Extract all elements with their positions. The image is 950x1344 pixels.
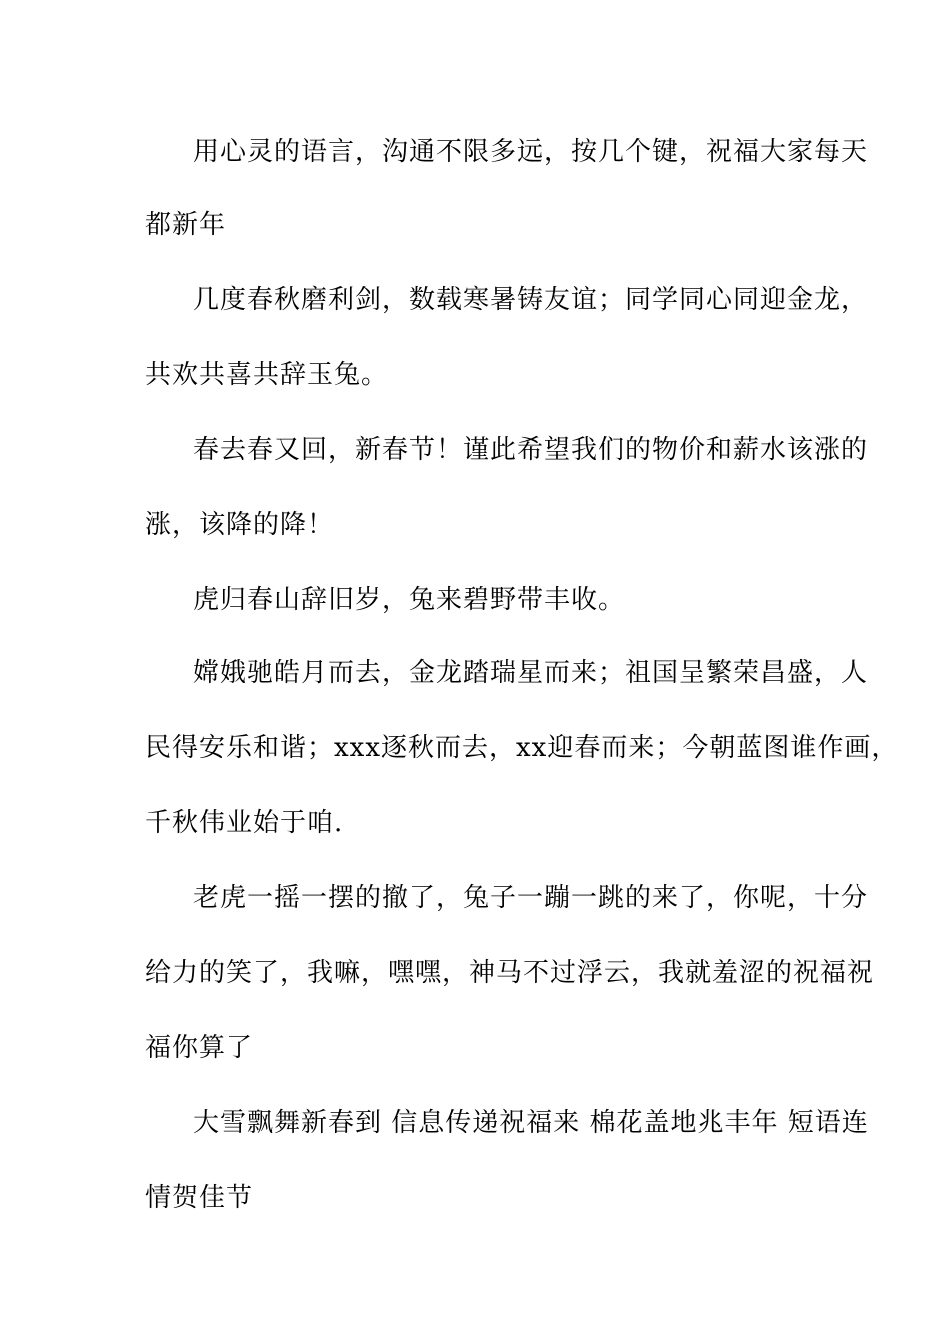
paragraph-7-line-1: 大雪飘舞新春到 信息传递祝福来 棉花盖地兆丰年 短语连 [193,1108,869,1138]
paragraph-3-line-1: 春去春又回，新春节！谨此希望我们的物价和薪水该涨的 [193,435,869,465]
paragraph-6-line-2: 给力的笑了，我嘛，嘿嘿，神马不过浮云，我就羞涩的祝福祝 [145,958,875,988]
paragraph-6-line-3: 福你算了 [145,1033,254,1063]
paragraph-6-line-1: 老虎一摇一摆的撤了，兔子一蹦一跳的来了，你呢，十分 [193,883,869,913]
paragraph-1-line-2: 都新年 [145,210,227,240]
paragraph-3-line-2: 涨，该降的降！ [145,510,335,540]
paragraph-1-line-1: 用心灵的语言，沟通不限多远，按几个键，祝福大家每天 [193,137,869,167]
paragraph-5-line-3: 千秋伟业始于咱. [145,808,344,838]
paragraph-7-line-2: 情贺佳节 [145,1183,254,1213]
paragraph-5-line-2: 民得安乐和谐；xxx逐秋而去，xx迎春而来；今朝蓝图谁作画， [145,733,899,763]
paragraph-2-line-1: 几度春秋磨利剑，数载寒暑铸友谊；同学同心同迎金龙， [193,285,869,315]
paragraph-4-line-1: 虎归春山辞旧岁，兔来碧野带丰收。 [193,585,626,615]
paragraph-2-line-2: 共欢共喜共辞玉兔。 [145,360,389,390]
paragraph-5-line-1: 嫦娥驰皓月而去，金龙踏瑞星而来；祖国呈繁荣昌盛，人 [193,658,869,688]
